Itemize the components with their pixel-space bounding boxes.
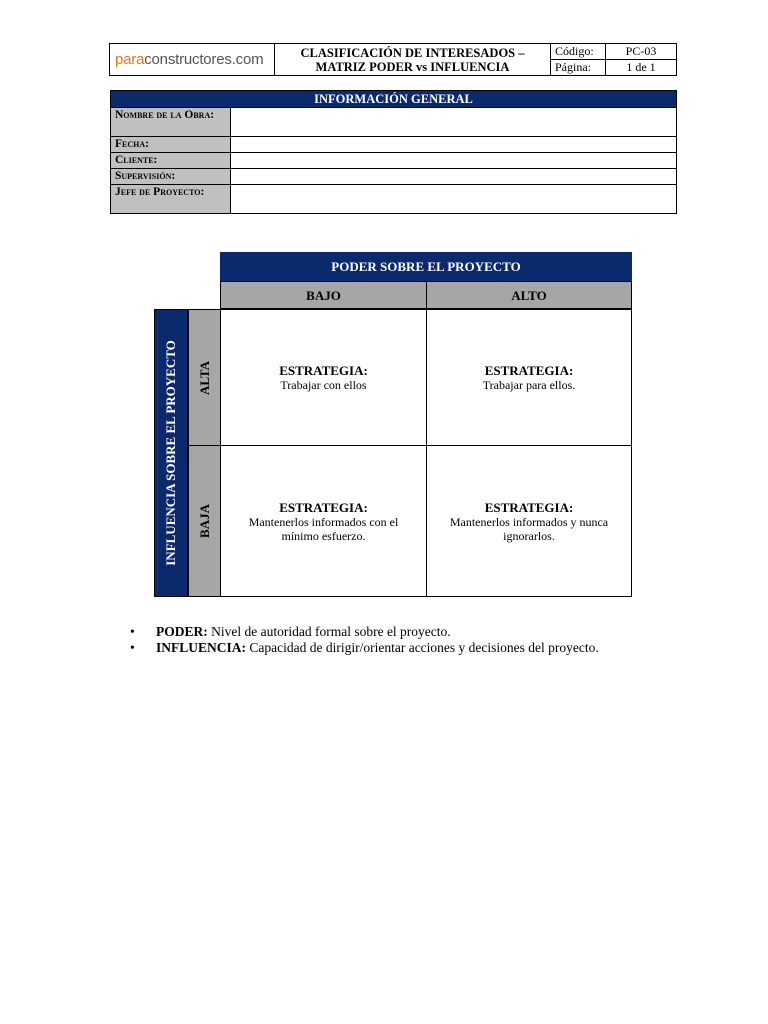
field-row-supervision <box>111 168 676 184</box>
influence-low-header <box>188 445 221 597</box>
page-label: Página: <box>551 60 606 75</box>
project-manager-field[interactable] <box>231 185 676 213</box>
document-header <box>109 43 677 76</box>
client-field[interactable] <box>231 153 676 168</box>
field-label: Supervisión: <box>111 169 231 184</box>
project-name-field[interactable] <box>231 108 676 136</box>
matrix-cell-high-influence-low-power <box>220 309 427 446</box>
strategy-title: ESTRATEGIA: <box>484 499 574 515</box>
bullet-icon: • <box>130 624 135 639</box>
field-label: Nombre de la Obra: <box>111 108 231 136</box>
document-title <box>275 44 551 75</box>
field-row-project-manager <box>111 184 676 213</box>
code-label: Código: <box>551 44 606 59</box>
field-label: Cliente: <box>111 153 231 168</box>
list-item <box>130 640 599 656</box>
strategy-title: ESTRATEGIA: <box>279 363 368 378</box>
influence-axis-header <box>154 309 188 597</box>
definitions-list <box>130 624 599 656</box>
influence-axis-label: INFLUENCIA SOBRE EL PROYECTO <box>163 340 178 566</box>
page-row <box>551 59 676 75</box>
general-info-title: INFORMACIÓN GENERAL <box>111 91 676 107</box>
general-info-table <box>110 90 677 214</box>
field-row-project-name <box>111 107 676 136</box>
list-item <box>130 624 599 640</box>
strategy-title: ESTRATEGIA: <box>279 499 368 515</box>
field-label: Jefe de Proyecto: <box>111 185 231 213</box>
strategy-text: Mantenerlos informados con el mínimo esfuerzo. <box>248 514 399 543</box>
title-line-2: MATRIZ PODER vs INFLUENCIA <box>315 59 510 74</box>
influence-low-label: BAJA <box>196 504 212 538</box>
company-logo <box>110 44 275 75</box>
strategy-text: Trabajar para ellos. <box>482 378 576 392</box>
definition-text: Nivel de autoridad formal sobre el proyecto. <box>207 624 451 639</box>
date-field[interactable] <box>231 137 676 152</box>
field-row-date <box>111 136 676 152</box>
logo-text-para: para <box>115 51 145 68</box>
document-meta <box>551 44 676 75</box>
title-line-1: CLASIFICACIÓN DE INTERESADOS – <box>300 45 525 60</box>
strategy-title: ESTRATEGIA: <box>484 363 574 378</box>
influence-high-label: ALTA <box>196 360 212 395</box>
power-low-header: BAJO <box>220 281 427 309</box>
definition-text: Capacidad de dirigir/orientar acciones y decisiones del proyecto. <box>246 640 599 655</box>
matrix-cell-low-influence-low-power <box>220 445 427 597</box>
field-row-client <box>111 152 676 168</box>
definition-term: INFLUENCIA: <box>156 640 247 655</box>
field-label: Fecha: <box>111 137 231 152</box>
supervision-field[interactable] <box>231 169 676 184</box>
strategy-text: Trabajar con ellos <box>280 378 367 392</box>
matrix-cell-high-influence-high-power <box>426 309 632 446</box>
influence-high-header <box>188 309 221 446</box>
page-value: 1 de 1 <box>626 60 656 74</box>
definition-term: PODER: <box>156 624 208 639</box>
code-row <box>551 44 676 59</box>
power-axis-header: PODER SOBRE EL PROYECTO <box>220 252 632 281</box>
matrix-cell-low-influence-high-power <box>426 445 632 597</box>
bullet-icon: • <box>130 640 135 655</box>
power-high-header: ALTO <box>426 281 632 309</box>
code-value: PC-03 <box>625 44 657 58</box>
strategy-text: Mantenerlos informados y nunca ignorarlos. <box>449 514 609 543</box>
logo-text-domain: constructores.com <box>144 51 264 68</box>
